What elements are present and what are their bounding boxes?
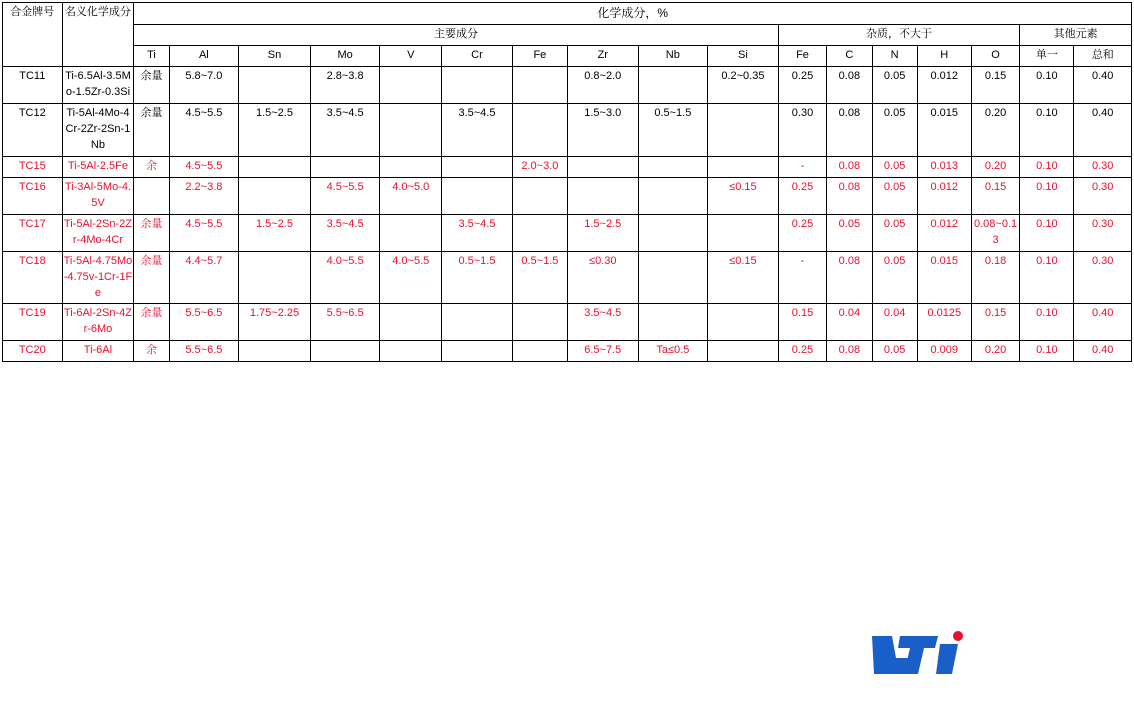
cell-main-ti: 余量 [134,214,169,251]
header-other-elements: 其他元素 [1020,25,1132,46]
cell-impurity-n: 0.05 [872,251,917,304]
cell-impurity-c: 0.08 [827,67,872,104]
cell-impurity-o: 0.15 [971,304,1020,341]
cell-impurity-o: 0.08~0.13 [971,214,1020,251]
cell-main-sn [239,67,311,104]
cell-impurity-c: 0.08 [827,156,872,177]
table-row [3,104,1132,157]
cell-impurity-c: 0.08 [827,341,872,362]
cell-main-sn [239,251,311,304]
header-col-c: C [827,46,872,67]
cell-main-al: 2.2~3.8 [169,177,239,214]
cell-other-total: 0.30 [1074,156,1132,177]
header-chemical-composition: 化学成分，% [134,3,1132,25]
cell-main-cr [442,67,513,104]
cell-main-nb [638,251,708,304]
cell-main-ti: 余量 [134,104,169,157]
header-col-v: V [380,46,442,67]
cell-main-ti: 余 [134,156,169,177]
cell-impurity-n: 0.05 [872,104,917,157]
cell-main-al: 4.5~5.5 [169,104,239,157]
header-impurities: 杂质，不大于 [778,25,1020,46]
cell-main-si [708,156,779,177]
cell-main-sn: 1.5~2.5 [239,104,311,157]
cell-main-al: 4.5~5.5 [169,214,239,251]
cell-main-mo: 5.5~6.5 [310,304,380,341]
cell-other-single: 0.10 [1020,104,1074,157]
alloy-composition-table [2,2,1132,362]
cell-main-ti [134,177,169,214]
cell-main-ti: 余量 [134,251,169,304]
table-body [3,67,1132,362]
table-row [3,341,1132,362]
cell-impurity-n: 0.05 [872,156,917,177]
cell-nominal-composition: Ti-5Al-4.75Mo-4.75v-1Cr-1Fe [62,251,134,304]
cell-main-si: ≤0.15 [708,177,779,214]
header-nominal-composition: 名义化学成分 [62,3,134,67]
cell-nominal-composition: Ti-6Al-2Sn-4Zr-6Mo [62,304,134,341]
header-col-h: H [917,46,971,67]
cell-main-v [380,156,442,177]
cell-other-single: 0.10 [1020,341,1074,362]
cell-impurity-h: 0.012 [917,67,971,104]
cell-main-v [380,304,442,341]
cell-other-total: 0.30 [1074,214,1132,251]
header-col-sn: Sn [239,46,311,67]
cell-impurity-h: 0.013 [917,156,971,177]
header-col-n: N [872,46,917,67]
cell-impurity-n: 0.05 [872,177,917,214]
cell-main-v: 4.0~5.5 [380,251,442,304]
cell-main-mo: 3.5~4.5 [310,214,380,251]
cell-impurity-fe: 0.25 [778,214,827,251]
cell-main-nb [638,177,708,214]
cell-main-cr [442,177,513,214]
cell-main-v [380,214,442,251]
cell-impurity-fe: 0.25 [778,177,827,214]
cell-main-sn [239,156,311,177]
cell-impurity-o: 0.15 [971,177,1020,214]
cell-impurity-c: 0.08 [827,177,872,214]
cell-main-zr [567,156,638,177]
cell-main-nb [638,67,708,104]
cell-main-zr: 0.8~2.0 [567,67,638,104]
cell-alloy-grade: TC16 [3,177,63,214]
cell-alloy-grade: TC18 [3,251,63,304]
header-col-ti: Ti [134,46,169,67]
cell-main-sn [239,341,311,362]
cell-main-fe [512,341,567,362]
cell-other-total: 0.30 [1074,177,1132,214]
cell-main-nb [638,214,708,251]
cell-main-fe: 0.5~1.5 [512,251,567,304]
cell-main-cr: 0.5~1.5 [442,251,513,304]
table-row [3,177,1132,214]
cell-main-cr [442,304,513,341]
cell-impurity-fe: - [778,251,827,304]
cell-main-cr [442,156,513,177]
cell-main-mo: 2.8~3.8 [310,67,380,104]
cell-impurity-n: 0.05 [872,341,917,362]
cell-nominal-composition: Ti-5Al-2.5Fe [62,156,134,177]
table-row [3,304,1132,341]
cell-impurity-o: 0.20 [971,104,1020,157]
cell-main-mo [310,341,380,362]
cell-nominal-composition: Ti-6.5Al-3.5Mo-1.5Zr-0.3Si [62,67,134,104]
cell-impurity-fe: - [778,156,827,177]
cell-impurity-n: 0.04 [872,304,917,341]
cell-impurity-o: 0.20 [971,341,1020,362]
cell-main-nb: 0.5~1.5 [638,104,708,157]
cell-other-single: 0.10 [1020,156,1074,177]
header-col-cr: Cr [442,46,513,67]
table-row [3,67,1132,104]
cell-main-mo [310,156,380,177]
cell-main-fe [512,67,567,104]
cell-main-ti: 余 [134,341,169,362]
cell-main-fe [512,177,567,214]
cell-alloy-grade: TC11 [3,67,63,104]
cell-main-sn: 1.5~2.5 [239,214,311,251]
cell-main-al: 5.5~6.5 [169,341,239,362]
cell-main-cr: 3.5~4.5 [442,214,513,251]
cell-main-fe: 2.0~3.0 [512,156,567,177]
cell-main-nb: Ta≤0.5 [638,341,708,362]
cell-impurity-h: 0.012 [917,177,971,214]
cell-alloy-grade: TC15 [3,156,63,177]
cell-main-nb [638,304,708,341]
cell-impurity-h: 0.015 [917,104,971,157]
cell-impurity-o: 0.20 [971,156,1020,177]
cell-other-total: 0.40 [1074,67,1132,104]
cell-alloy-grade: TC17 [3,214,63,251]
cell-main-fe [512,304,567,341]
cell-main-sn: 1.75~2.25 [239,304,311,341]
cell-impurity-n: 0.05 [872,214,917,251]
cell-main-v [380,104,442,157]
table-row [3,251,1132,304]
cell-impurity-fe: 0.25 [778,341,827,362]
cell-other-total: 0.40 [1074,104,1132,157]
cell-impurity-o: 0.18 [971,251,1020,304]
cell-main-mo: 4.5~5.5 [310,177,380,214]
table-row [3,156,1132,177]
header-col-single: 单一 [1020,46,1074,67]
cell-impurity-c: 0.04 [827,304,872,341]
cell-impurity-h: 0.0125 [917,304,971,341]
table-header-row-2 [3,25,1132,46]
cell-impurity-o: 0.15 [971,67,1020,104]
header-col-nb: Nb [638,46,708,67]
cell-main-zr: 3.5~4.5 [567,304,638,341]
cell-impurity-fe: 0.15 [778,304,827,341]
cell-nominal-composition: Ti-5Al-2Sn-2Zr-4Mo-4Cr [62,214,134,251]
header-col-mo: Mo [310,46,380,67]
table-header-row-1 [3,3,1132,25]
cell-alloy-grade: TC20 [3,341,63,362]
cell-other-single: 0.10 [1020,304,1074,341]
cell-main-al: 5.8~7.0 [169,67,239,104]
header-alloy-grade: 合金牌号 [3,3,63,67]
cell-impurity-h: 0.012 [917,214,971,251]
cell-other-total: 0.30 [1074,251,1132,304]
header-col-fe-main: Fe [512,46,567,67]
cell-main-v: 4.0~5.0 [380,177,442,214]
cell-main-mo: 3.5~4.5 [310,104,380,157]
cell-main-v [380,67,442,104]
cell-main-fe [512,104,567,157]
cell-main-v [380,341,442,362]
cell-main-si [708,341,779,362]
cell-impurity-fe: 0.25 [778,67,827,104]
cell-main-zr: 1.5~3.0 [567,104,638,157]
header-col-al: Al [169,46,239,67]
cell-other-single: 0.10 [1020,251,1074,304]
cell-main-mo: 4.0~5.5 [310,251,380,304]
table-row [3,214,1132,251]
cell-nominal-composition: Ti-3Al-5Mo-4.5V [62,177,134,214]
cell-main-si: 0.2~0.35 [708,67,779,104]
cell-impurity-c: 0.08 [827,251,872,304]
cell-other-total: 0.40 [1074,304,1132,341]
watermark-logo [866,628,996,688]
cell-impurity-fe: 0.30 [778,104,827,157]
cell-main-si [708,104,779,157]
cell-nominal-composition: Ti-5Al-4Mo-4Cr-2Zr-2Sn-1Nb [62,104,134,157]
cell-main-si: ≤0.15 [708,251,779,304]
cell-other-single: 0.10 [1020,67,1074,104]
cell-main-zr [567,177,638,214]
cell-main-nb [638,156,708,177]
cell-main-al: 5.5~6.5 [169,304,239,341]
cell-main-al: 4.5~5.5 [169,156,239,177]
header-col-si: Si [708,46,779,67]
cell-alloy-grade: TC12 [3,104,63,157]
table-header-row-3 [3,46,1132,67]
header-main-components: 主要成分 [134,25,778,46]
header-col-total: 总和 [1074,46,1132,67]
cell-main-fe [512,214,567,251]
cell-main-cr [442,341,513,362]
cell-nominal-composition: Ti-6Al [62,341,134,362]
cell-impurity-h: 0.009 [917,341,971,362]
cell-main-zr: ≤0.30 [567,251,638,304]
cell-alloy-grade: TC19 [3,304,63,341]
cell-main-zr: 6.5~7.5 [567,341,638,362]
header-col-o: O [971,46,1020,67]
cell-impurity-c: 0.08 [827,104,872,157]
cell-main-si [708,304,779,341]
header-col-fe-imp: Fe [778,46,827,67]
cell-other-total: 0.40 [1074,341,1132,362]
cell-other-single: 0.10 [1020,177,1074,214]
cell-main-zr: 1.5~2.5 [567,214,638,251]
cell-main-si [708,214,779,251]
cell-main-cr: 3.5~4.5 [442,104,513,157]
cell-impurity-n: 0.05 [872,67,917,104]
cell-impurity-h: 0.015 [917,251,971,304]
cell-impurity-c: 0.05 [827,214,872,251]
cell-main-al: 4.4~5.7 [169,251,239,304]
cell-main-sn [239,177,311,214]
cell-main-ti: 余量 [134,304,169,341]
header-col-zr: Zr [567,46,638,67]
cell-other-single: 0.10 [1020,214,1074,251]
cell-main-ti: 余量 [134,67,169,104]
